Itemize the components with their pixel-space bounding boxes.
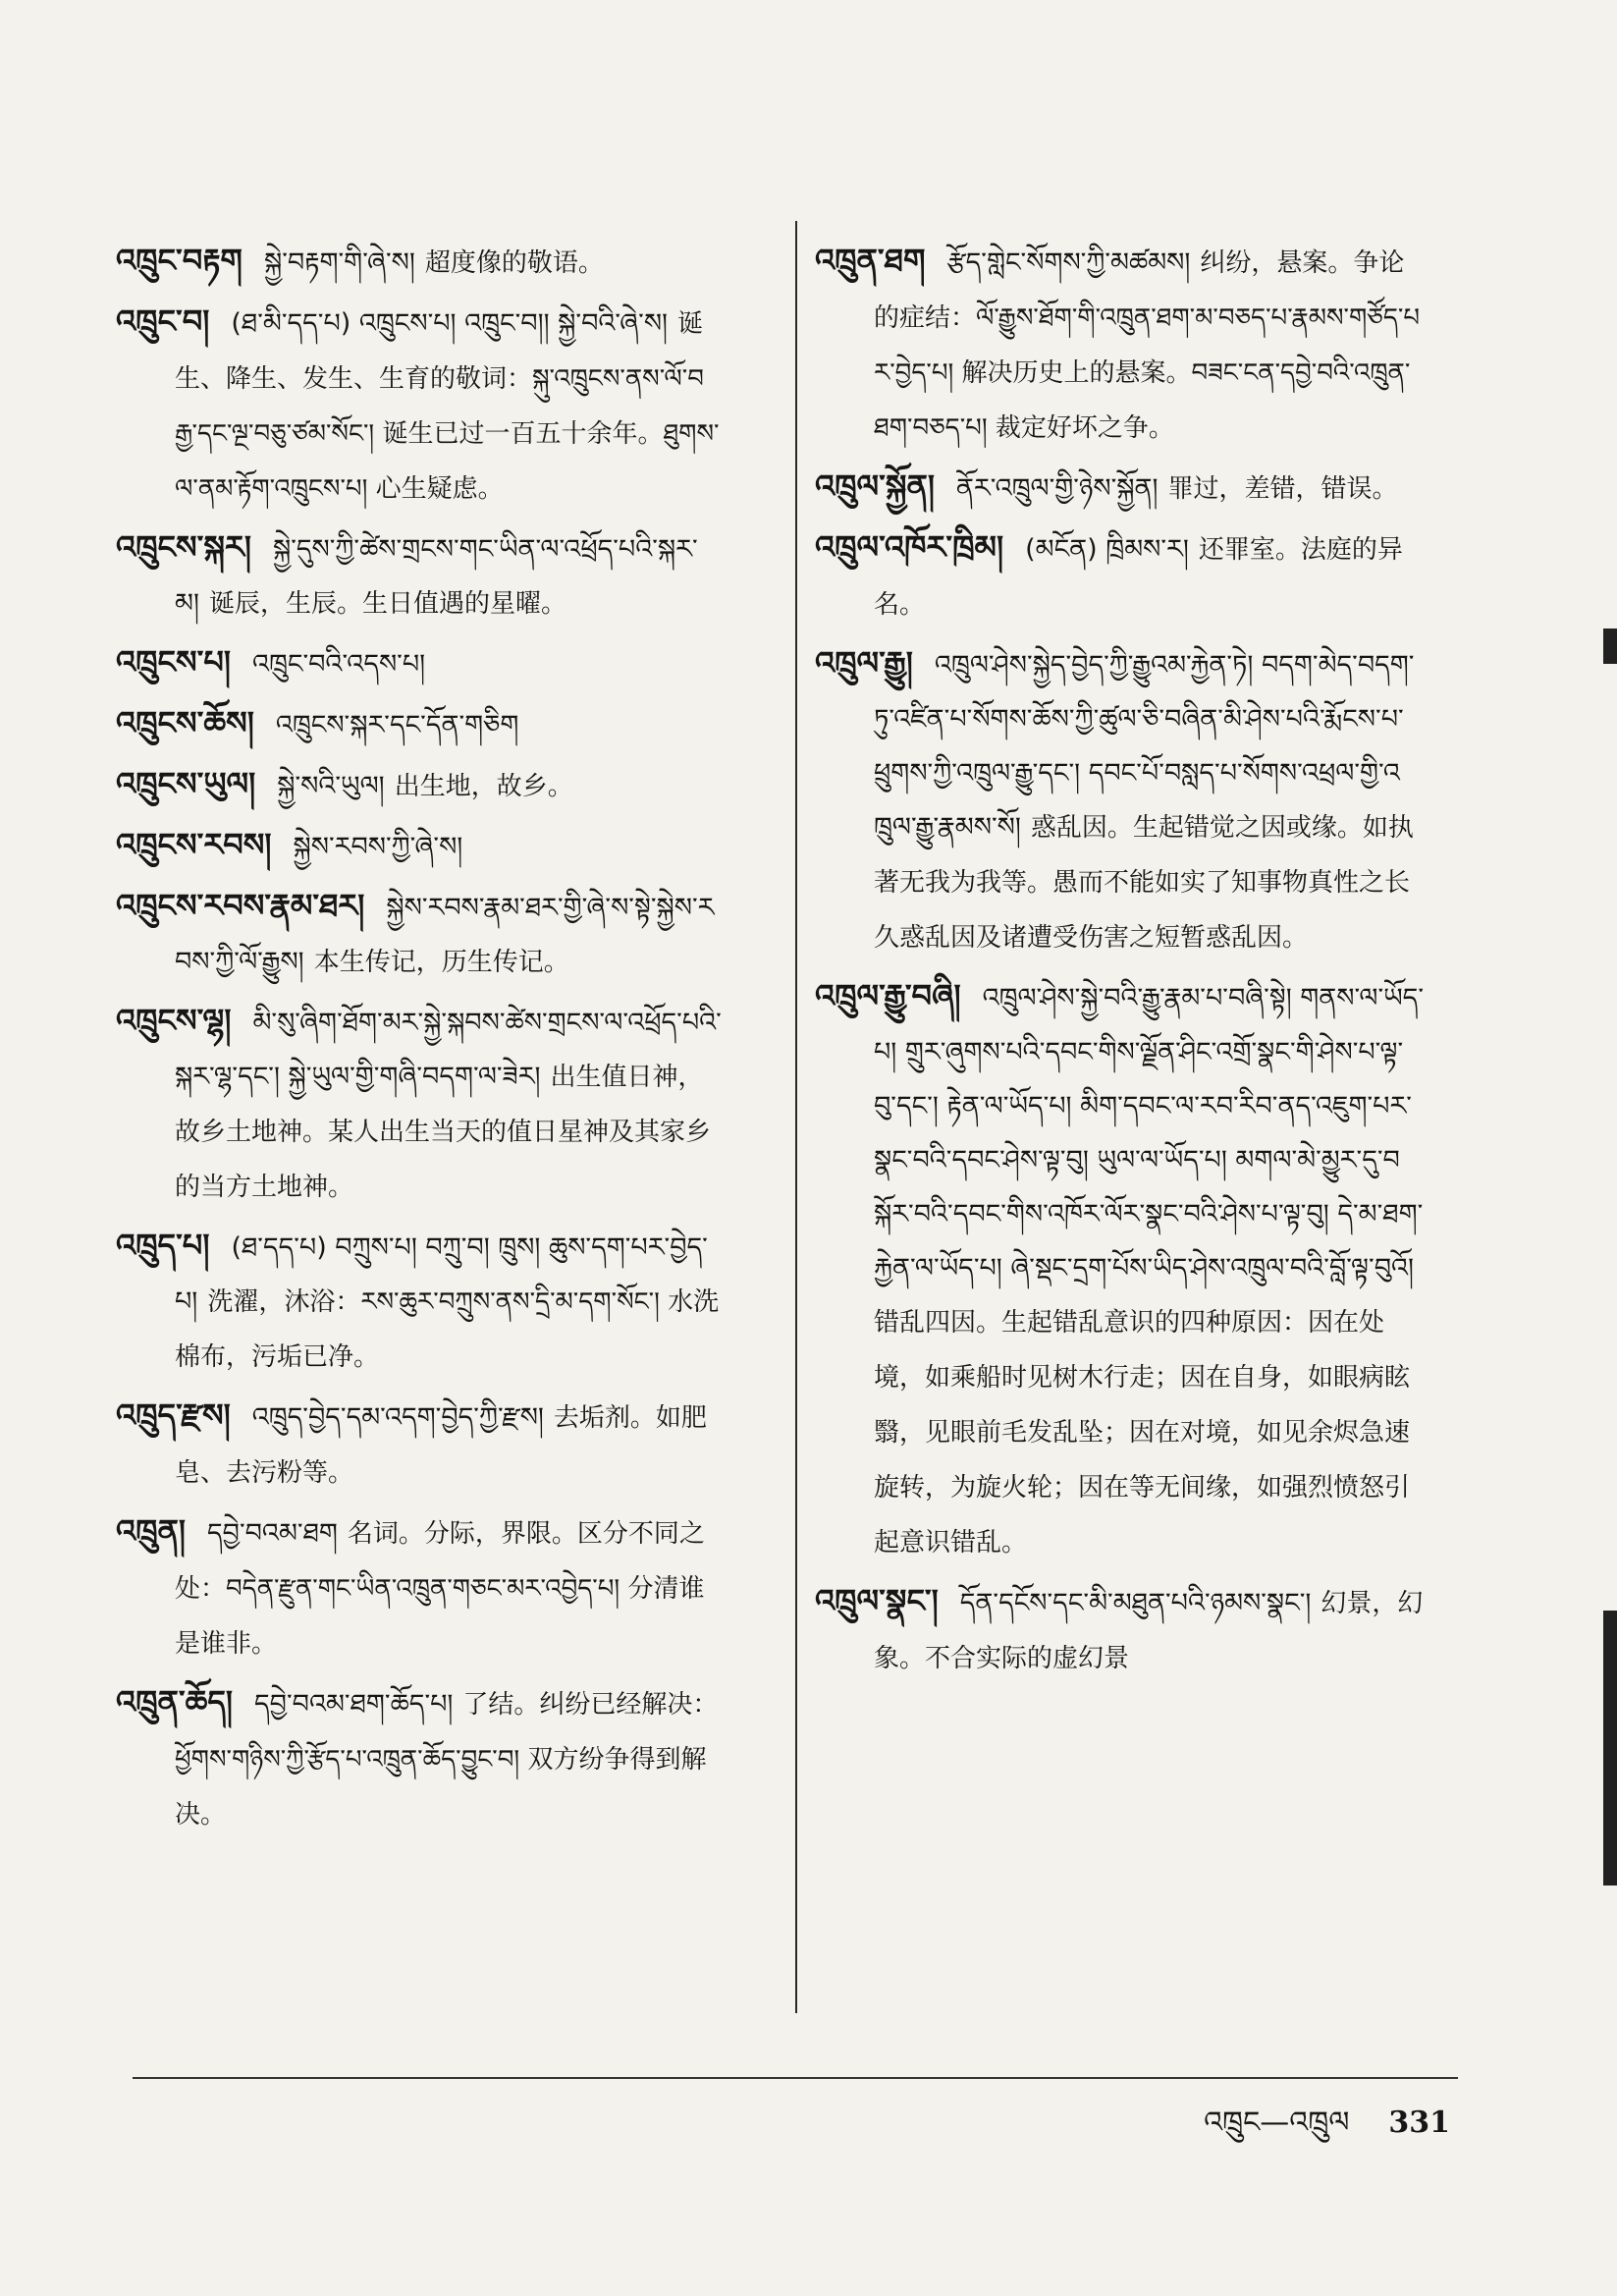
entry-tibetan-gloss: མི་སུ་ཞིག་ཐོག་མར་སྐྱེ་སྐབས་ཚེས་གྲངས་ལ་འཕྲོད་པའི་སྐར་ལྷ་དང་། སྐྱེ་ཡུལ་གྱི་གཞི་བདག་ལ་ཟེར། — [175, 1008, 722, 1092]
entry-tibetan-gloss: (ཐ་དད་པ) བཀྲུས་པ། བཀྲུ་བ། ཁྲུས། ཆུས་དག་པར་བྱེད་པ། — [175, 1232, 708, 1317]
entry-headword: འཁྲུལ་སྐྱོན། — [815, 467, 935, 505]
dictionary-entry — [815, 520, 1424, 632]
entry-headword: འཁྲུན། — [116, 1512, 187, 1550]
dictionary-entry — [116, 994, 725, 1215]
dictionary-entry — [116, 696, 725, 753]
dictionary-entry — [116, 1675, 725, 1842]
footer-rule — [133, 2077, 1458, 2079]
entry-tibetan-gloss: (མངོན) ཁྲིམས་ར། — [1025, 534, 1189, 565]
dictionary-entry — [815, 234, 1424, 456]
entry-chinese-definition: 出生地，故乡。 — [394, 772, 573, 801]
dictionary-entry — [116, 757, 725, 814]
entry-headword: འཁྲུལ་རྒྱུ་བཞི། — [815, 977, 961, 1014]
entry-chinese-definition: 本生传记，历生传记。 — [313, 948, 569, 977]
entry-headword: འཁྲུངས་ཡུལ། — [116, 765, 256, 802]
entry-chinese-definition: 洗濯，沐浴：རས་ཆུར་བཀྲུས་ནས་དྲི་མ་དག་སོང་། 水洗棉布，污垢已净。 — [175, 1287, 720, 1372]
dictionary-entry — [116, 520, 725, 631]
dictionary-entry — [815, 460, 1424, 517]
entry-headword: འཁྲུལ་རྒྱུ། — [815, 644, 913, 682]
entry-headword: འཁྲུད་པ། — [116, 1227, 210, 1264]
dictionary-entry — [815, 969, 1424, 1570]
entry-tibetan-gloss: ནོར་འཁྲུལ་གྱི་ཉེས་སྐྱོན། — [955, 473, 1159, 504]
left-column — [116, 234, 725, 1846]
entry-headword: འཁྲུལ་སྣང་། — [815, 1582, 939, 1619]
entry-headword: འཁྲུངས་ཆོས། — [116, 704, 254, 741]
entry-chinese-definition: 罪过，差错，错误。 — [1167, 474, 1398, 504]
entry-chinese-definition: 诞辰，生辰。生日值遇的星曜。 — [208, 589, 566, 619]
entry-headword: འཁྲུང་བརྟག — [116, 242, 243, 279]
entry-tibetan-gloss: འཁྲུང་བའི་འདས་པ། — [251, 649, 426, 680]
entry-tibetan-gloss: སྐྱེས་རབས་རྣམ་ཐར་གྱི་ཞེ་ས་སྟེ་སྐྱེས་རབས་ཀྱི་ལོ་རྒྱུས། — [175, 893, 715, 977]
entry-chinese-definition: 惑乱因。生起错觉之因或缘。如执著无我为我等。愚而不能如实了知事物真性之长久惑乱因及诸遭受伤害之短暂惑乱因。 — [874, 813, 1414, 953]
entry-headword: འཁྲུངས་རབས། — [116, 826, 272, 863]
entry-headword: འཁྲུངས་རབས་རྣམ་ཐར། — [116, 887, 365, 924]
entry-chinese-definition: 超度像的敬语。 — [424, 248, 604, 278]
page-number: 331 — [1388, 2105, 1450, 2140]
entry-tibetan-gloss: འཁྲུལ་ཤེས་སྐྱེ་བའི་རྒྱུ་རྣམ་པ་བཞི་སྟེ། གནས་ལ་ཡོད་པ། གྲུར་ཞུགས་པའི་དབང་གིས་ལྗོན་ཤིང་འགྲོ་སྣང་གི་ཤེས་པ་ལྟ་བུ་དང་། རྟེན་ལ་ཡོད་པ། མིག་དབང་ལ་རབ་རིབ་ནད་འཇུག་པར་སྣང་བའི་དབང་ཤེས་ལྟ་བུ། ཡུལ་ལ་ཡོད་པ། མགལ་མེ་མྱུར་དུ་བསྐོར་བའི་དབང་གིས་འཁོར་ལོར་སྣང་བའི་ཤེས་པ་ལྟ་བུ། དེ་མ་ཐག་རྐྱེན་ལ་ཡོད་པ། ཞེ་སྡང་དྲག་པོས་ཡིད་ཤེས་འཁྲུལ་བའི་བློ་ལྟ་བུའོ། — [874, 983, 1424, 1284]
edge-mark — [1603, 1611, 1617, 1886]
entry-headword: འཁྲུང་བ། — [116, 302, 210, 340]
dictionary-entry — [116, 635, 725, 692]
entry-tibetan-gloss: འཁྲུལ་ཤེས་སྐྱེད་བྱེད་ཀྱི་རྒྱུའམ་རྐྱེན་ཏེ། བདག་མེད་བདག་ཏུ་འཛིན་པ་སོགས་ཆོས་ཀྱི་ཚུལ་ཅི་བཞིན་མི་ཤེས་པའི་རྨོངས་པ་ཕྲུགས་ཀྱི་འཁྲུལ་རྒྱུ་དང་། དབང་པོ་བསླད་པ་སོགས་འཕྲལ་གྱི་འཁྲུལ་རྒྱུ་རྣམས་སོ། — [874, 650, 1415, 843]
entry-headword: འཁྲུངས་པ། — [116, 643, 231, 681]
entry-tibetan-gloss: སྐྱེ་སའི་ཡུལ། — [277, 771, 385, 801]
entry-chinese-definition: 出生值日神，故乡土地神。某人出生当天的值日星神及其家乡的当方土地神。 — [175, 1063, 712, 1202]
entry-tibetan-gloss: སྐྱེ་བརྟག་གི་ཞེ་ས། — [263, 247, 415, 278]
entry-chinese-definition: 错乱四因。生起错乱意识的四种原因：因在处境，如乘船时见树木行走；因在自身，如眼病眩翳，见眼前毛发乱坠；因在对境，如见余烬急速旋转，为旋火轮；因在等无间缘，如强烈愤怒引起意识错乱。 — [874, 1308, 1411, 1558]
edge-mark — [1603, 629, 1617, 664]
entry-tibetan-gloss: འཁྲུངས་སྐར་དང་དོན་གཅིག — [275, 710, 519, 740]
entry-headword: འཁྲུན་ཆོད། — [116, 1683, 234, 1721]
column-divider — [795, 221, 797, 2013]
page-footer — [1204, 2090, 1450, 2172]
entry-headword: འཁྲུན་ཐག — [815, 242, 926, 279]
entry-chinese-definition: 去垢剂。如肥皂、去污粉等。 — [175, 1403, 707, 1488]
entry-tibetan-gloss: སྐྱེ་དུས་ཀྱི་ཚེས་གྲངས་གང་ཡིན་ལ་འཕྲོད་པའི་སྐར་མ། — [175, 534, 698, 619]
entry-chinese-definition: 幻景，幻象。不合实际的虚幻景 — [874, 1589, 1424, 1673]
entry-chinese-definition: 诞生、降生、发生、生育的敬词：སྐུ་འཁྲུངས་ནས་ལོ་བརྒྱ་དང་ལྔ་བཅུ་ཙམ་སོང་། 诞生已过一百五十余年。ཐུགས་ལ་ནམ་རྟོག་འཁྲུངས་པ། 心生疑虑。 — [175, 309, 720, 504]
entry-headword: འཁྲུད་རྫས། — [116, 1396, 231, 1434]
entry-tibetan-gloss: དོན་དངོས་དང་མི་མཐུན་པའི་ཉམས་སྣང་། — [959, 1588, 1312, 1618]
entry-tibetan-gloss: འཁྲུད་བྱེད་དམ་འདག་བྱེད་ཀྱི་རྫས། — [251, 1402, 544, 1433]
entry-headword: འཁྲུལ་འཁོར་ཁྲིམ། — [815, 528, 1004, 566]
running-head: འཁྲུང—འཁྲུལ — [1204, 2105, 1350, 2140]
entry-tibetan-gloss: རྩོད་གླེང་སོགས་ཀྱི་མཚམས། — [946, 247, 1191, 278]
dictionary-entry — [116, 234, 725, 291]
dictionary-entry — [116, 879, 725, 990]
entry-headword: འཁྲུངས་སྐར། — [116, 528, 251, 566]
entry-tibetan-gloss: དབྱེ་བའམ་ཐག — [207, 1518, 338, 1549]
right-column — [815, 234, 1424, 1690]
dictionary-entry — [116, 1504, 725, 1671]
dictionary-entry — [116, 1219, 725, 1385]
entry-chinese-definition: 名词。分际，界限。区分不同之处：བདེན་རྫུན་གང་ཡིན་འཁྲུན་གཅང་མར་འབྱེད་པ། 分清谁是谁非。 — [175, 1519, 705, 1659]
entry-tibetan-gloss: དབྱེ་བའམ་ཐག་ཆོད་པ། — [254, 1689, 454, 1720]
dictionary-entry — [116, 818, 725, 875]
entry-tibetan-gloss: (ཐ་མི་དད་པ) འཁྲུངས་པ། འཁྲུང་བ།། སྐྱེ་བའི་ཞེ་ས། — [231, 308, 669, 339]
entry-chinese-definition: 还罪室。法庭的异名。 — [874, 535, 1403, 620]
dictionary-entry — [815, 636, 1424, 965]
entry-chinese-definition: 纠纷，悬案。争论的症结：ལོ་རྒྱུས་ཐོག་གི་འཁྲུན་ཐག་མ་བཅད་པ་རྣམས་གཙོད་པར་བྱེད་པ། 解决历史上的悬案。བཟང་ངན་དབྱེ་བའི་འཁྲུན་ཐག་བཅད་པ། 裁定好坏之争。 — [874, 248, 1421, 443]
dictionary-entry — [815, 1574, 1424, 1686]
entry-tibetan-gloss: སྐྱེས་རབས་ཀྱི་ཞེ་ས། — [293, 832, 463, 862]
dictionary-entry — [116, 295, 725, 517]
dictionary-entry — [116, 1389, 725, 1501]
entry-chinese-definition: 了结。纠纷已经解决：ཕྱོགས་གཉིས་ཀྱི་རྩོད་པ་འཁྲུན་ཆོད་བྱུང་བ། 双方纷争得到解决。 — [175, 1690, 719, 1830]
entry-headword: འཁྲུངས་ལྷ། — [116, 1002, 232, 1039]
